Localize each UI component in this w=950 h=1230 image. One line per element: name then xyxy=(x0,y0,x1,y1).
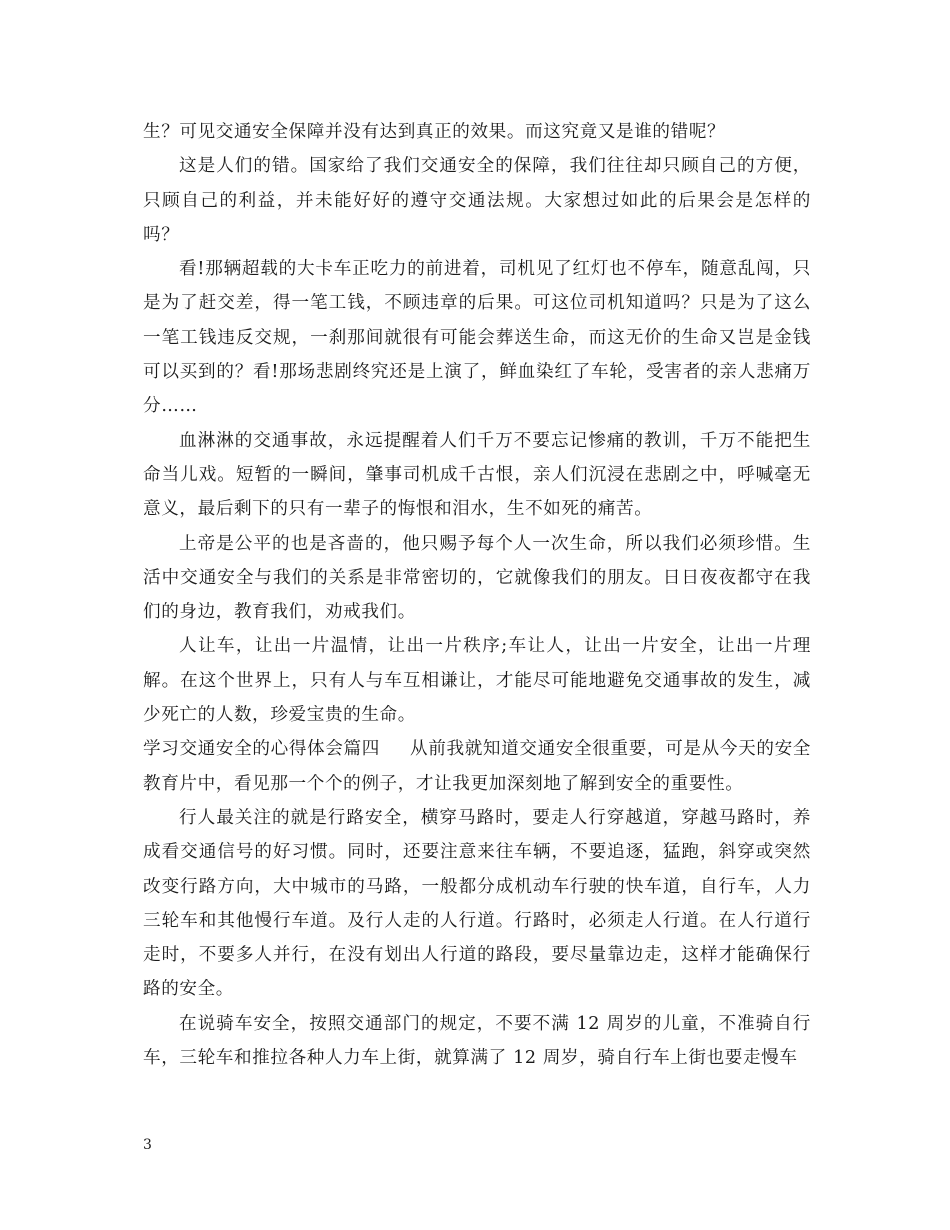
paragraph-6: 人让车，让出一片温情，让出一片秩序;车让人，让出一片安全，让出一片理解。在这个世界上，只有人与车互相谦让，才能尽可能地避免交通事故的发生，减少死亡的人数，珍爱宝贵的生命。 xyxy=(143,636,811,726)
body-text xyxy=(143,115,811,1075)
paragraph-1: 生？可见交通安全保障并没有达到真正的效果。而这究竟又是谁的错呢？ xyxy=(143,122,726,142)
paragraph-5: 上帝是公平的也是吝啬的，他只赐予每个人一次生命，所以我们必须珍惜。生活中交通安全与我们的关系是非常密切的，它就像我们的朋友。日日夜夜都守在我们的身边，教育我们，劝戒我们。 xyxy=(143,533,811,623)
paragraph-7-text: 从前我就知道交通安全很重要，可是从今天的安全教育片中，看见那一个个的例子，才让我更加深刻地了解到安全的重要性。 xyxy=(143,739,811,794)
paragraph-9: 在说骑车安全，按照交通部门的规定，不要不满 12 周岁的儿童，不准骑自行车，三轮车和推拉各种人力车上街，就算满了 12 周岁，骑自行车上街也要走慢车 xyxy=(143,1013,811,1069)
paragraph-2: 这是人们的错。国家给了我们交通安全的保障，我们往往却只顾自己的方便，只顾自己的利益，并未能好好的遵守交通法规。大家想过如此的后果会是怎样的吗？ xyxy=(143,156,811,245)
paragraph-7 xyxy=(143,732,811,801)
paragraph-8: 行人最关注的就是行路安全，横穿马路时，要走人行穿越道，穿越马路时，养成看交通信号的好习惯。同时，还要注意来往车辆，不要追逐，猛跑，斜穿或突然改变行路方向，大中城市的马路，一般都分成机动车行驶的快车道，自行车，人力三轮车和其他慢行车道。及行人走的人行道。行路时，必须走人行道。在人行道行走时，不要多人并行，在没有划出人行道的路段，要尽量靠边走，这样才能确保行路的安全。 xyxy=(143,807,811,1000)
section-heading: 学习交通安全的心得体会篇四 xyxy=(143,739,380,760)
page-number: 3 xyxy=(143,1137,152,1153)
paragraph-3: 看!那辆超载的大卡车正吃力的前进着，司机见了红灯也不停车，随意乱闯，只是为了赶交差，得一笔工钱，不顾违章的后果。可这位司机知道吗？只是为了这么一笔工钱违反交规，一刹那间就很有可能会葬送生命，而这无价的生命又岂是金钱可以买到的？看!那场悲剧终究还是上演了，鲜血染红了车轮，受害者的亲人悲痛万分…… xyxy=(143,259,811,417)
paragraph-4: 血淋淋的交通事故，永远提醒着人们千万不要忘记惨痛的教训，千万不能把生命当儿戏。短暂的一瞬间，肇事司机成千古恨，亲人们沉浸在悲剧之中，呼喊毫无意义，最后剩下的只有一辈子的悔恨和泪水，生不如死的痛苦。 xyxy=(143,430,811,520)
